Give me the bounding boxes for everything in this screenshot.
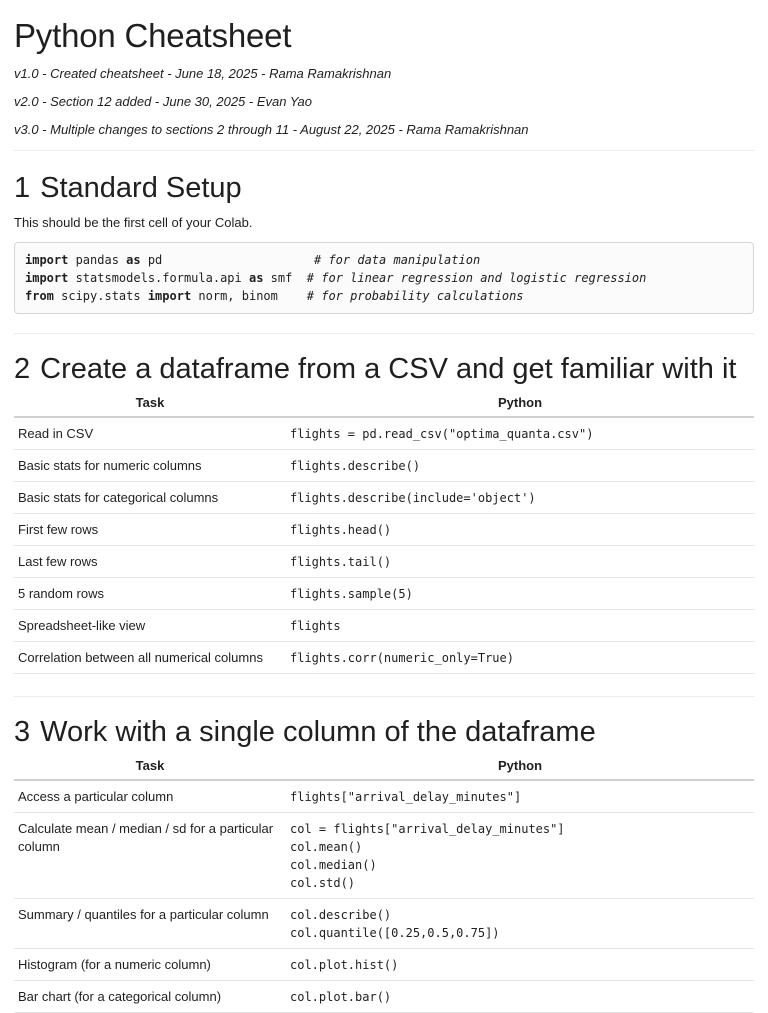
divider <box>14 696 754 697</box>
section-create-dataframe <box>14 351 754 674</box>
task-cell: Last few rows <box>14 546 286 578</box>
code-line <box>25 269 743 287</box>
code-text: pd <box>140 253 314 267</box>
section-single-column <box>14 714 754 1013</box>
section-number: 3 <box>14 716 31 748</box>
code-keyword: as <box>126 253 141 267</box>
section-number: 2 <box>14 353 31 385</box>
table-row <box>14 482 754 514</box>
code-text: norm, binom <box>191 289 307 303</box>
task-table <box>14 751 754 1013</box>
python-code-cell: flights.head() <box>286 514 754 546</box>
section-heading <box>14 714 754 750</box>
task-cell: First few rows <box>14 514 286 546</box>
code-keyword: as <box>248 271 264 285</box>
table-row <box>14 546 754 578</box>
task-cell: Basic stats for numeric columns <box>14 450 286 482</box>
table-row <box>14 578 754 610</box>
task-cell: Access a particular column <box>14 780 286 813</box>
table-row <box>14 514 754 546</box>
code-comment: # for probability calculations <box>306 289 524 303</box>
version-note: v1.0 - Created cheatsheet - June 18, 2025 - Rama Ramakrishnan <box>14 66 392 81</box>
task-cell: Read in CSV <box>14 417 286 450</box>
column-header-task: Task <box>14 388 286 417</box>
python-code-cell: flights.tail() <box>286 546 754 578</box>
code-line <box>25 287 743 305</box>
task-cell: Correlation between all numerical columns <box>14 642 286 674</box>
divider <box>14 333 754 334</box>
code-line <box>25 251 743 269</box>
section-number: 1 <box>14 172 31 204</box>
divider <box>14 150 754 151</box>
column-header-python: Python <box>286 751 754 780</box>
column-header-python: Python <box>286 388 754 417</box>
python-code-cell: col.describe() col.quantile([0.25,0.5,0.75]) <box>286 899 754 949</box>
code-text: pandas <box>68 253 127 267</box>
section-standard-setup <box>14 170 754 314</box>
code-keyword: import <box>25 253 69 267</box>
python-code-cell: flights.corr(numeric_only=True) <box>286 642 754 674</box>
table-body <box>14 780 754 1013</box>
python-code-cell: flights.describe(include='object') <box>286 482 754 514</box>
table-row <box>14 610 754 642</box>
code-text: scipy.stats <box>53 289 148 303</box>
code-keyword: from <box>25 289 54 303</box>
table-header-row <box>14 388 754 417</box>
python-code-cell: flights.describe() <box>286 450 754 482</box>
task-table <box>14 388 754 674</box>
task-cell: 5 random rows <box>14 578 286 610</box>
setup-code-block <box>14 242 754 314</box>
version-note: v2.0 - Section 12 added - June 30, 2025 - Evan Yao <box>14 94 313 109</box>
task-cell: Spreadsheet-like view <box>14 610 286 642</box>
task-cell: Bar chart (for a categorical column) <box>14 981 286 1013</box>
task-cell: Summary / quantiles for a particular column <box>14 899 286 949</box>
section-description: This should be the first cell of your Colab. <box>14 215 253 230</box>
table-row <box>14 450 754 482</box>
version-note: v3.0 - Multiple changes to sections 2 through 11 - August 22, 2025 - Rama Ramakrishnan <box>14 122 529 137</box>
python-code-cell: flights.sample(5) <box>286 578 754 610</box>
python-code-cell: col.plot.bar() <box>286 981 754 1013</box>
cheatsheet-page <box>0 16 768 1013</box>
table-row <box>14 642 754 674</box>
task-cell: Histogram (for a numeric column) <box>14 949 286 981</box>
table-row <box>14 813 754 899</box>
python-code-cell: col.plot.hist() <box>286 949 754 981</box>
python-code-cell: flights["arrival_delay_minutes"] <box>286 780 754 813</box>
code-text: statsmodels.formula.api <box>68 271 249 285</box>
python-code-cell: col = flights["arrival_delay_minutes"] col.mean() col.median() col.std() <box>286 813 754 899</box>
table-row <box>14 780 754 813</box>
page-title: Python Cheatsheet <box>14 17 292 54</box>
section-title: Standard Setup <box>40 172 242 204</box>
code-keyword: import <box>25 271 69 285</box>
section-heading <box>14 170 754 206</box>
python-code-cell: flights <box>286 610 754 642</box>
section-title: Work with a single column of the dataframe <box>40 716 596 748</box>
table-body <box>14 417 754 674</box>
code-keyword: import <box>147 289 192 303</box>
table-header-row <box>14 751 754 780</box>
version-history <box>14 66 754 150</box>
section-heading <box>14 351 754 387</box>
python-code-cell: flights = pd.read_csv("optima_quanta.csv") <box>286 417 754 450</box>
code-comment: # for data manipulation <box>314 253 481 267</box>
task-cell: Calculate mean / median / sd for a particular column <box>14 813 286 899</box>
table-row <box>14 949 754 981</box>
code-text: smf <box>263 271 307 285</box>
table-row <box>14 417 754 450</box>
code-comment: # for linear regression and logistic regression <box>306 271 647 285</box>
section-title: Create a dataframe from a CSV and get familiar with it <box>40 353 737 385</box>
table-row <box>14 899 754 949</box>
column-header-task: Task <box>14 751 286 780</box>
table-row <box>14 981 754 1013</box>
task-cell: Basic stats for categorical columns <box>14 482 286 514</box>
